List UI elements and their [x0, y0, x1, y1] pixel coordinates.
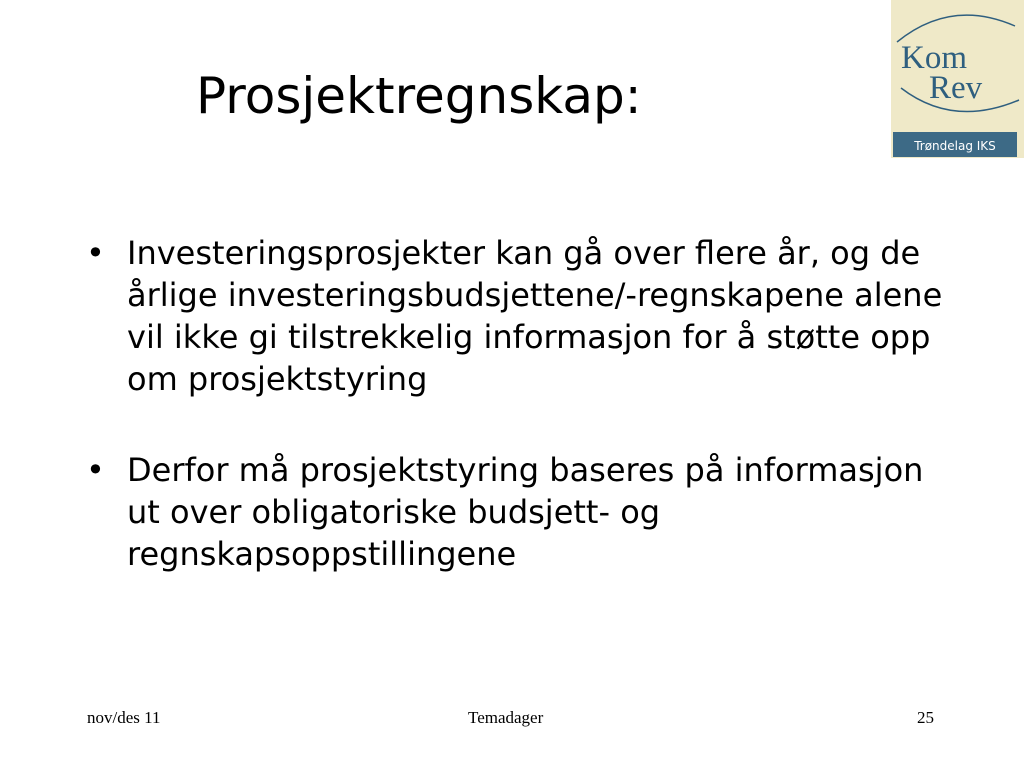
footer-event: Temadager: [468, 708, 544, 727]
slide-title: Prosjektregnskap:: [196, 67, 642, 125]
logo-line1: Kom: [901, 40, 967, 76]
bullet-marker: •: [86, 234, 105, 272]
bullet-item: [84, 449, 964, 575]
footer-page-number: 25: [917, 708, 934, 727]
komrev-logo: [891, 0, 1024, 158]
bullet-item: [84, 232, 964, 400]
logo-line2: Rev: [929, 70, 983, 106]
komrev-logo-graphic: [891, 0, 1024, 158]
bullet-list: [84, 232, 964, 575]
bullet-text: Derfor må prosjektstyring baseres på informasjon ut over obligatoriske budsjett- og regnskapsoppstillingene: [127, 451, 924, 573]
bullet-text: Investeringsprosjekter kan gå over flere år, og de årlige investeringsbudsjettene/-regnskapene alene vil ikke gi tilstrekkelig informasjon for å støtte opp om prosjektstyring: [127, 234, 943, 398]
bullet-marker: •: [86, 451, 105, 489]
logo-banner-text: Trøndelag IKS: [914, 139, 996, 153]
footer-date: nov/des 11: [87, 708, 161, 727]
